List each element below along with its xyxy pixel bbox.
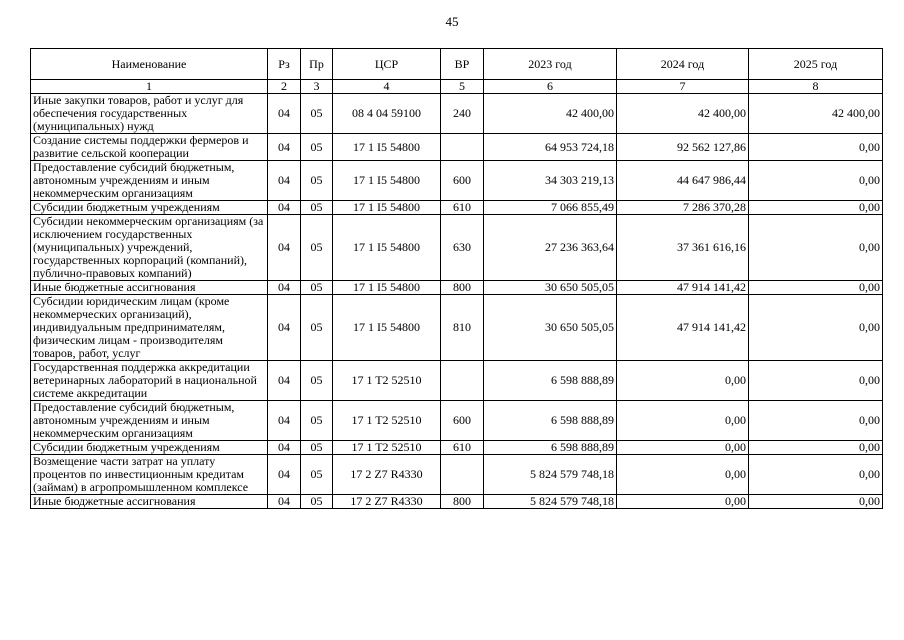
row-vr [441, 361, 484, 401]
row-2024: 37 361 616,16 [617, 215, 749, 281]
row-2023: 6 598 888,89 [484, 441, 617, 455]
row-2023: 7 066 855,49 [484, 201, 617, 215]
header-vr: ВР [441, 49, 484, 80]
row-csr: 17 1 I5 54800 [333, 134, 441, 161]
header-2025: 2025 год [749, 49, 883, 80]
row-vr: 810 [441, 295, 484, 361]
row-rz: 04 [268, 495, 301, 509]
row-pr: 05 [301, 134, 333, 161]
page-number: 45 [445, 14, 459, 29]
row-name: Иные закупки товаров, работ и услуг для обеспечения государственных (муниципальных) нужд [31, 94, 268, 134]
row-2025: 42 400,00 [749, 94, 883, 134]
row-2023: 30 650 505,05 [484, 295, 617, 361]
row-2024: 42 400,00 [617, 94, 749, 134]
table-row [31, 201, 883, 215]
row-rz: 04 [268, 281, 301, 295]
row-2023: 5 824 579 748,18 [484, 455, 617, 495]
table-row [31, 441, 883, 455]
row-csr: 17 1 T2 52510 [333, 361, 441, 401]
row-2024: 0,00 [617, 455, 749, 495]
row-2024: 47 914 141,42 [617, 295, 749, 361]
row-2024: 92 562 127,86 [617, 134, 749, 161]
row-pr: 05 [301, 161, 333, 201]
row-name: Субсидии юридическим лицам (кроме некоммерческих организаций), индивидуальным предпринимателям, физическим лицам - производителям товаров, работ, услуг [31, 295, 268, 361]
column-number-row [31, 80, 883, 94]
table-row [31, 94, 883, 134]
row-rz: 04 [268, 401, 301, 441]
row-2024: 0,00 [617, 361, 749, 401]
row-vr: 600 [441, 161, 484, 201]
header-name: Наименование [31, 49, 268, 80]
column-number: 2 [268, 80, 301, 94]
row-2025: 0,00 [749, 495, 883, 509]
row-csr: 17 1 I5 54800 [333, 161, 441, 201]
row-2025: 0,00 [749, 361, 883, 401]
table-row [31, 455, 883, 495]
header-pr: Пр [301, 49, 333, 80]
row-pr: 05 [301, 215, 333, 281]
header-rz: Рз [268, 49, 301, 80]
row-rz: 04 [268, 295, 301, 361]
row-pr: 05 [301, 455, 333, 495]
row-2023: 64 953 724,18 [484, 134, 617, 161]
column-number: 7 [617, 80, 749, 94]
row-pr: 05 [301, 401, 333, 441]
row-vr [441, 134, 484, 161]
row-name: Создание системы поддержки фермеров и развитие сельской кооперации [31, 134, 268, 161]
row-2024: 0,00 [617, 441, 749, 455]
row-vr: 610 [441, 201, 484, 215]
table-row [31, 215, 883, 281]
row-2025: 0,00 [749, 281, 883, 295]
row-vr: 800 [441, 495, 484, 509]
row-csr: 17 1 I5 54800 [333, 215, 441, 281]
row-2023: 6 598 888,89 [484, 361, 617, 401]
column-number: 3 [301, 80, 333, 94]
row-name: Субсидии бюджетным учреждениям [31, 201, 268, 215]
column-number: 1 [31, 80, 268, 94]
row-2025: 0,00 [749, 201, 883, 215]
table-row [31, 495, 883, 509]
row-vr: 630 [441, 215, 484, 281]
row-name: Субсидии бюджетным учреждениям [31, 441, 268, 455]
row-2025: 0,00 [749, 215, 883, 281]
row-name: Государственная поддержка аккредитации ветеринарных лабораторий в национальной системе аккредитации [31, 361, 268, 401]
table-row [31, 401, 883, 441]
row-rz: 04 [268, 441, 301, 455]
row-2023: 34 303 219,13 [484, 161, 617, 201]
row-vr: 610 [441, 441, 484, 455]
header-2023: 2023 год [484, 49, 617, 80]
row-pr: 05 [301, 295, 333, 361]
row-csr: 17 2 Z7 R4330 [333, 455, 441, 495]
row-2024: 47 914 141,42 [617, 281, 749, 295]
row-2025: 0,00 [749, 401, 883, 441]
row-name: Возмещение части затрат на уплату процентов по инвестиционным кредитам (займам) в агропромышленном комплексе [31, 455, 268, 495]
row-2025: 0,00 [749, 441, 883, 455]
row-2024: 0,00 [617, 495, 749, 509]
row-name: Иные бюджетные ассигнования [31, 495, 268, 509]
row-2023: 5 824 579 748,18 [484, 495, 617, 509]
row-vr: 240 [441, 94, 484, 134]
column-number: 4 [333, 80, 441, 94]
row-pr: 05 [301, 94, 333, 134]
row-2025: 0,00 [749, 455, 883, 495]
table-row [31, 134, 883, 161]
row-rz: 04 [268, 134, 301, 161]
row-2025: 0,00 [749, 134, 883, 161]
column-number: 5 [441, 80, 484, 94]
row-rz: 04 [268, 215, 301, 281]
row-2024: 44 647 986,44 [617, 161, 749, 201]
budget-table [30, 48, 883, 509]
row-pr: 05 [301, 441, 333, 455]
row-name: Предоставление субсидий бюджетным, автономным учреждениям и иным некоммерческим организациям [31, 161, 268, 201]
row-vr: 600 [441, 401, 484, 441]
row-vr: 800 [441, 281, 484, 295]
table-row [31, 281, 883, 295]
row-rz: 04 [268, 361, 301, 401]
row-2024: 0,00 [617, 401, 749, 441]
column-number: 6 [484, 80, 617, 94]
row-rz: 04 [268, 161, 301, 201]
row-csr: 08 4 04 59100 [333, 94, 441, 134]
row-name: Иные бюджетные ассигнования [31, 281, 268, 295]
row-2023: 6 598 888,89 [484, 401, 617, 441]
row-rz: 04 [268, 94, 301, 134]
row-pr: 05 [301, 201, 333, 215]
row-csr: 17 1 I5 54800 [333, 281, 441, 295]
row-2023: 42 400,00 [484, 94, 617, 134]
row-2025: 0,00 [749, 161, 883, 201]
row-vr [441, 455, 484, 495]
row-2023: 30 650 505,05 [484, 281, 617, 295]
row-csr: 17 1 I5 54800 [333, 201, 441, 215]
row-name: Субсидии некоммерческим организациям (за исключением государственных (муниципальных) учреждений, государственных корпораций (компаний), публично-правовых компаний) [31, 215, 268, 281]
row-2025: 0,00 [749, 295, 883, 361]
row-rz: 04 [268, 201, 301, 215]
row-csr: 17 1 I5 54800 [333, 295, 441, 361]
row-name: Предоставление субсидий бюджетным, автономным учреждениям и иным некоммерческим организациям [31, 401, 268, 441]
row-csr: 17 1 T2 52510 [333, 401, 441, 441]
row-csr: 17 2 Z7 R4330 [333, 495, 441, 509]
header-row [31, 49, 883, 80]
table-row [31, 161, 883, 201]
row-csr: 17 1 T2 52510 [333, 441, 441, 455]
row-pr: 05 [301, 495, 333, 509]
row-2023: 27 236 363,64 [484, 215, 617, 281]
row-2024: 7 286 370,28 [617, 201, 749, 215]
row-pr: 05 [301, 281, 333, 295]
row-rz: 04 [268, 455, 301, 495]
table-row [31, 295, 883, 361]
header-2024: 2024 год [617, 49, 749, 80]
header-csr: ЦСР [333, 49, 441, 80]
row-pr: 05 [301, 361, 333, 401]
column-number: 8 [749, 80, 883, 94]
table-row [31, 361, 883, 401]
